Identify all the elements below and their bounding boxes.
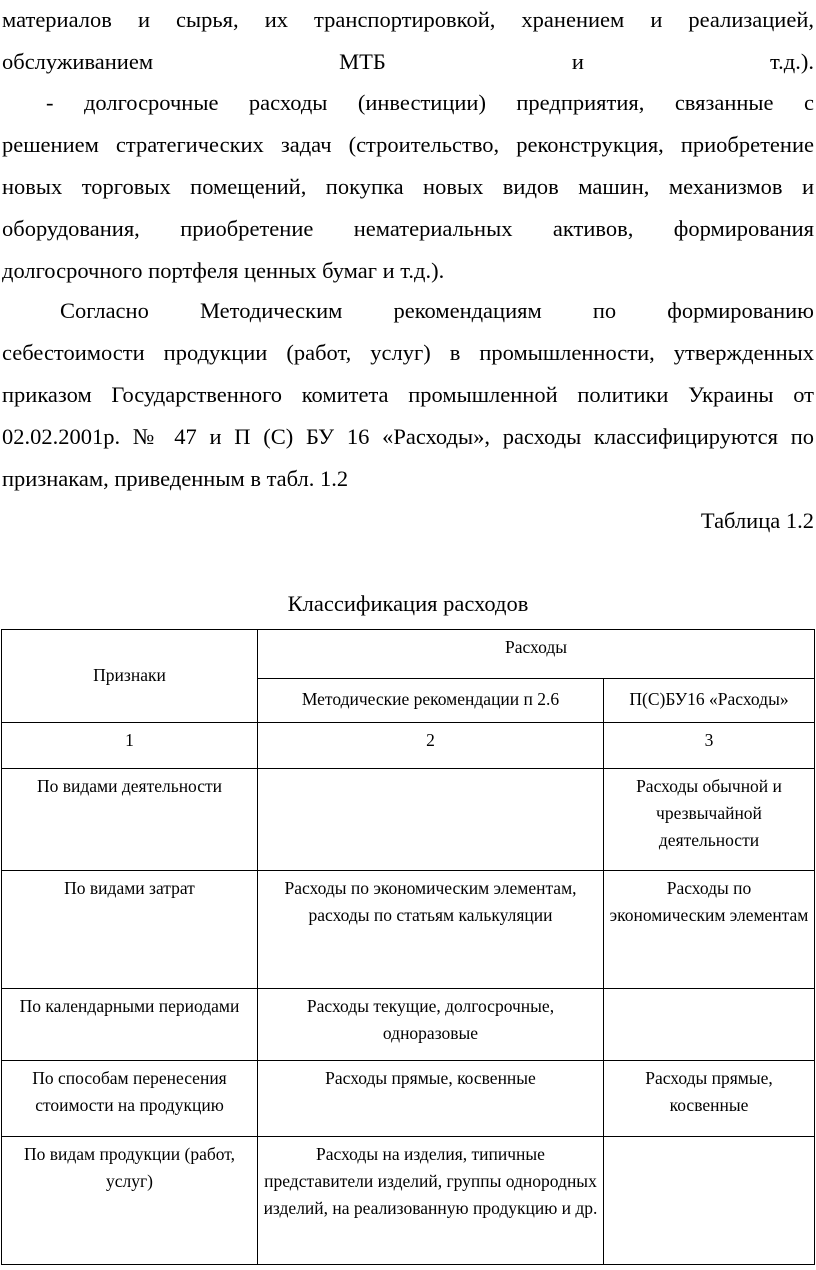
- table-row: [2, 989, 815, 1061]
- table-row: [2, 871, 815, 989]
- text-line: - долгосрочные расходы (инвестиции) предприятия, связанные с: [46, 90, 814, 115]
- table-row: [2, 1061, 815, 1137]
- column-number: 2: [258, 723, 604, 769]
- method-cell: Расходы на изделия, типичные представители изделий, группы однородных изделий, на реализованную продукцию и др.: [258, 1137, 604, 1265]
- table-title: Классификация расходов: [287, 591, 529, 616]
- text-line: новых торговых помещений, покупка новых видов машин, механизмов и: [2, 174, 814, 199]
- header-expenses: Расходы: [258, 630, 815, 679]
- header-standard: П(С)БУ16 «Расходы»: [604, 679, 815, 723]
- text-line: материалов и сырья, их транспортировкой, хранением и реализацией,: [2, 7, 814, 32]
- sign-cell: По видами деятельности: [2, 769, 258, 871]
- text-line: долгосрочного портфеля ценных бумаг и т.д.).: [2, 258, 445, 283]
- method-cell: [258, 769, 604, 871]
- table-header-row: [2, 630, 815, 679]
- sign-cell: По видам продукции (работ, услуг): [2, 1137, 258, 1265]
- header-methodological: Методические рекомендации п 2.6: [258, 679, 604, 723]
- text-line: Согласно Методическим рекомендациям по формированию: [60, 298, 814, 323]
- text-line: обслуживанием МТБ и т.д.).: [2, 49, 814, 74]
- paragraph-methodological-recommendations: [2, 290, 814, 500]
- standard-cell: Расходы по экономическим элементам: [604, 871, 815, 989]
- text-line: приказом Государственного комитета промышленной политики Украины от: [2, 382, 814, 407]
- classification-table: [1, 629, 815, 1265]
- table-row: [2, 769, 815, 871]
- table-caption: Таблица 1.2: [700, 508, 814, 533]
- sign-cell: По календарными периодами: [2, 989, 258, 1061]
- standard-cell: Расходы прямые, косвенные: [604, 1061, 815, 1137]
- sign-cell: По способам перенесения стоимости на продукцию: [2, 1061, 258, 1137]
- method-cell: Расходы прямые, косвенные: [258, 1061, 604, 1137]
- method-cell: Расходы текущие, долгосрочные, одноразовые: [258, 989, 604, 1061]
- paragraph-continuation: [2, 0, 814, 83]
- text-line: себестоимости продукции (работ, услуг) в промышленности, утвержденных: [2, 340, 814, 365]
- column-number: 1: [2, 723, 258, 769]
- sign-cell: По видами затрат: [2, 871, 258, 989]
- table-row: [2, 1137, 815, 1265]
- standard-cell: [604, 989, 815, 1061]
- text-line: 02.02.2001р. № 47 и П (С) БУ 16 «Расходы», расходы классифицируются по: [2, 424, 814, 449]
- standard-cell: [604, 1137, 815, 1265]
- table-number-row: [2, 723, 815, 769]
- header-signs: Признаки: [2, 630, 258, 723]
- paragraph-long-term-expenses: [2, 82, 814, 292]
- column-number: 3: [604, 723, 815, 769]
- text-line: решением стратегических задач (строительство, реконструкция, приобретение: [2, 132, 814, 157]
- text-line: признакам, приведенным в табл. 1.2: [2, 466, 349, 491]
- standard-cell: Расходы обычной и чрезвычайной деятельности: [604, 769, 815, 871]
- text-line: оборудования, приобретение нематериальных активов, формирования: [2, 216, 814, 241]
- method-cell: Расходы по экономическим элементам, расходы по статьям калькуляции: [258, 871, 604, 989]
